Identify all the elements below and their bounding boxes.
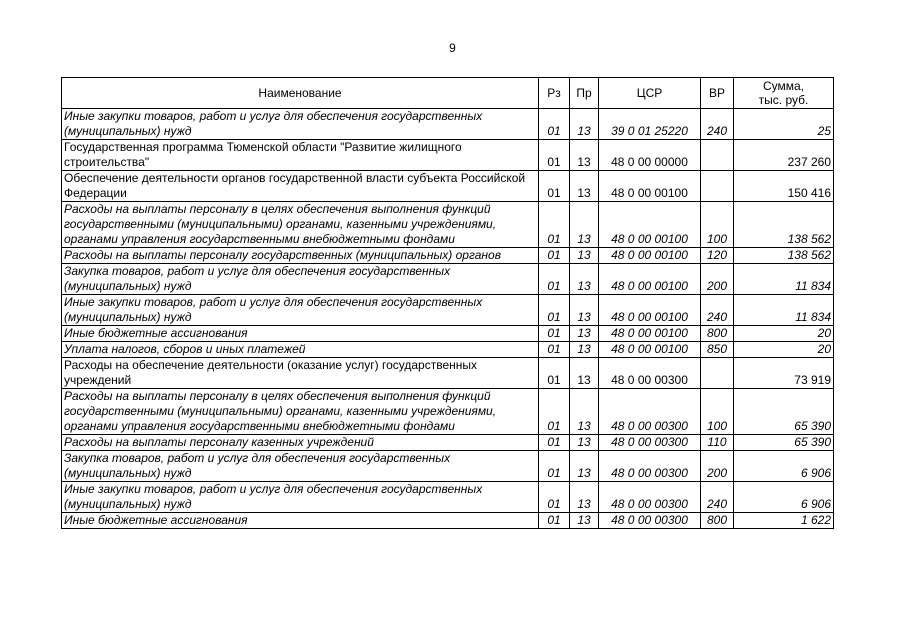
cell-csr: 48 0 00 00300 [599, 389, 701, 435]
header-vr: ВР [701, 78, 734, 109]
cell-name: Иные закупки товаров, работ и услуг для обеспечения государственных (муниципальных) нужд [62, 482, 539, 513]
cell-vr: 100 [701, 202, 734, 248]
cell-sum: 25 [734, 109, 834, 140]
cell-csr: 48 0 00 00100 [599, 171, 701, 202]
cell-name: Обеспечение деятельности органов государственной власти субъекта Российской Федерации [62, 171, 539, 202]
cell-rz: 01 [539, 109, 570, 140]
cell-name: Закупка товаров, работ и услуг для обеспечения государственных (муниципальных) нужд [62, 451, 539, 482]
cell-pr: 13 [570, 342, 599, 358]
table-row [62, 342, 834, 358]
header-name: Наименование [62, 78, 539, 109]
budget-table [61, 77, 834, 529]
table-row [62, 513, 834, 529]
cell-name: Уплата налогов, сборов и иных платежей [62, 342, 539, 358]
table-row [62, 109, 834, 140]
table-row [62, 326, 834, 342]
cell-vr: 240 [701, 295, 734, 326]
cell-csr: 48 0 00 00100 [599, 264, 701, 295]
cell-csr: 48 0 00 00100 [599, 342, 701, 358]
cell-name: Расходы на выплаты персоналу в целях обеспечения выполнения функций государственными (муниципальными) органами, казенными учреждениями, органами управления государственными внебюджетными фондами [62, 389, 539, 435]
cell-csr: 48 0 00 00300 [599, 451, 701, 482]
cell-sum: 1 622 [734, 513, 834, 529]
cell-rz: 01 [539, 342, 570, 358]
cell-rz: 01 [539, 264, 570, 295]
cell-vr [701, 358, 734, 389]
cell-name: Закупка товаров, работ и услуг для обеспечения государственных (муниципальных) нужд [62, 264, 539, 295]
table-row [62, 451, 834, 482]
cell-rz: 01 [539, 358, 570, 389]
cell-vr: 120 [701, 248, 734, 264]
cell-pr: 13 [570, 482, 599, 513]
header-csr: ЦСР [599, 78, 701, 109]
cell-rz: 01 [539, 326, 570, 342]
cell-pr: 13 [570, 358, 599, 389]
cell-sum: 6 906 [734, 451, 834, 482]
cell-pr: 13 [570, 435, 599, 451]
cell-rz: 01 [539, 140, 570, 171]
cell-vr: 240 [701, 482, 734, 513]
cell-rz: 01 [539, 248, 570, 264]
cell-vr: 200 [701, 451, 734, 482]
cell-sum: 138 562 [734, 202, 834, 248]
table-row [62, 389, 834, 435]
cell-name: Иные закупки товаров, работ и услуг для обеспечения государственных (муниципальных) нужд [62, 295, 539, 326]
cell-name: Расходы на выплаты персоналу в целях обеспечения выполнения функций государственными (муниципальными) органами, казенными учреждениями, органами управления государственными внебюджетными фондами [62, 202, 539, 248]
cell-rz: 01 [539, 202, 570, 248]
table-row [62, 435, 834, 451]
header-sum-line1: Сумма, [762, 79, 805, 93]
table-row [62, 140, 834, 171]
cell-vr [701, 140, 734, 171]
cell-pr: 13 [570, 202, 599, 248]
cell-rz: 01 [539, 435, 570, 451]
cell-rz: 01 [539, 295, 570, 326]
table-row [62, 248, 834, 264]
cell-name: Расходы на обеспечение деятельности (оказание услуг) государственных учреждений [62, 358, 539, 389]
cell-pr: 13 [570, 248, 599, 264]
cell-csr: 48 0 00 00300 [599, 358, 701, 389]
cell-sum: 150 416 [734, 171, 834, 202]
cell-pr: 13 [570, 264, 599, 295]
cell-pr: 13 [570, 171, 599, 202]
page-number: 9 [449, 41, 456, 55]
table-row [62, 264, 834, 295]
cell-sum: 20 [734, 342, 834, 358]
cell-rz: 01 [539, 171, 570, 202]
cell-csr: 48 0 00 00300 [599, 513, 701, 529]
cell-sum: 65 390 [734, 389, 834, 435]
table-header [62, 78, 834, 109]
cell-csr: 48 0 00 00300 [599, 435, 701, 451]
cell-pr: 13 [570, 109, 599, 140]
cell-name: Расходы на выплаты персоналу государственных (муниципальных) органов [62, 248, 539, 264]
header-sum-line2: тыс. руб. [758, 93, 809, 107]
cell-vr: 800 [701, 513, 734, 529]
cell-sum: 138 562 [734, 248, 834, 264]
cell-sum: 65 390 [734, 435, 834, 451]
cell-csr: 39 0 01 25220 [599, 109, 701, 140]
cell-sum: 73 919 [734, 358, 834, 389]
cell-pr: 13 [570, 513, 599, 529]
table-row [62, 171, 834, 202]
cell-pr: 13 [570, 451, 599, 482]
cell-csr: 48 0 00 00300 [599, 482, 701, 513]
cell-sum: 11 834 [734, 264, 834, 295]
cell-csr: 48 0 00 00100 [599, 248, 701, 264]
cell-name: Иные бюджетные ассигнования [62, 326, 539, 342]
cell-name: Иные закупки товаров, работ и услуг для обеспечения государственных (муниципальных) нужд [62, 109, 539, 140]
header-row [62, 78, 834, 109]
cell-sum: 6 906 [734, 482, 834, 513]
table-row [62, 358, 834, 389]
cell-vr [701, 171, 734, 202]
cell-sum: 20 [734, 326, 834, 342]
cell-rz: 01 [539, 482, 570, 513]
cell-name: Расходы на выплаты персоналу казенных учреждений [62, 435, 539, 451]
table-row [62, 482, 834, 513]
cell-rz: 01 [539, 451, 570, 482]
cell-sum: 237 260 [734, 140, 834, 171]
header-pr: Пр [570, 78, 599, 109]
cell-pr: 13 [570, 389, 599, 435]
cell-csr: 48 0 00 00000 [599, 140, 701, 171]
cell-vr: 800 [701, 326, 734, 342]
cell-vr: 110 [701, 435, 734, 451]
cell-sum: 11 834 [734, 295, 834, 326]
cell-vr: 850 [701, 342, 734, 358]
cell-name: Государственная программа Тюменской области "Развитие жилищного строительства" [62, 140, 539, 171]
cell-pr: 13 [570, 295, 599, 326]
table-row [62, 202, 834, 248]
cell-vr: 100 [701, 389, 734, 435]
cell-pr: 13 [570, 140, 599, 171]
cell-csr: 48 0 00 00100 [599, 295, 701, 326]
table-row [62, 295, 834, 326]
header-sum [734, 78, 834, 109]
cell-name: Иные бюджетные ассигнования [62, 513, 539, 529]
cell-vr: 240 [701, 109, 734, 140]
cell-pr: 13 [570, 326, 599, 342]
table-body [62, 109, 834, 529]
cell-csr: 48 0 00 00100 [599, 202, 701, 248]
cell-rz: 01 [539, 389, 570, 435]
cell-vr: 200 [701, 264, 734, 295]
header-rz: Рз [539, 78, 570, 109]
cell-rz: 01 [539, 513, 570, 529]
cell-csr: 48 0 00 00100 [599, 326, 701, 342]
